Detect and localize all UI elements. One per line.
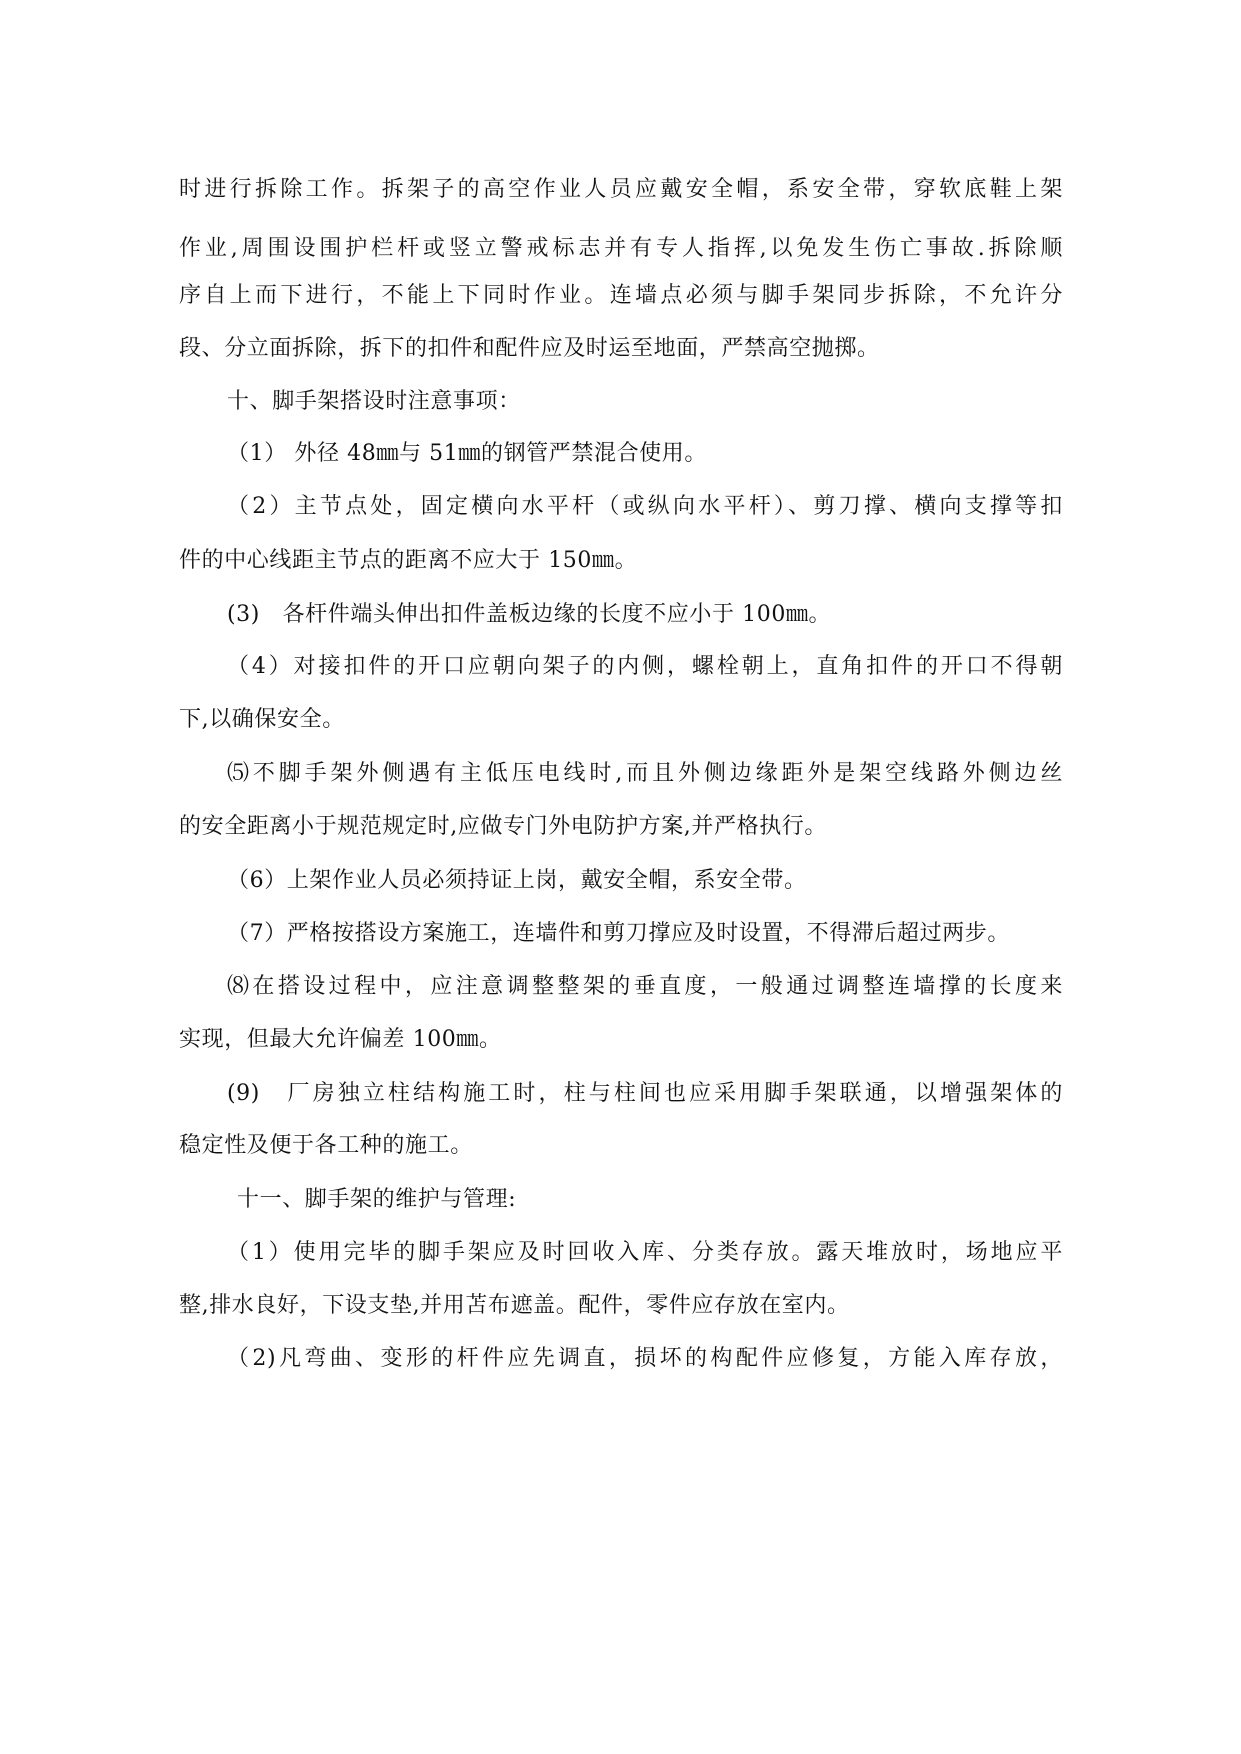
- paragraph-line: 时进行拆除工作。拆架子的高空作业人员应戴安全帽，系安全带，穿软底鞋上架: [179, 177, 1063, 202]
- list-item: ⑸不脚手架外侧遇有主低压电线时,而且外侧边缘距外是架空线路外侧边丝: [227, 761, 1063, 786]
- list-item: (9) 厂房独立柱结构施工时，柱与柱间也应采用脚手架联通，以增强架体的: [227, 1081, 1063, 1106]
- list-item: （7）严格按搭设方案施工，连墙件和剪刀撑应及时设置，不得滞后超过两步。: [227, 921, 1010, 946]
- list-item: （1）使用完毕的脚手架应及时回收入库、分类存放。露天堆放时，场地应平: [227, 1240, 1063, 1265]
- list-item: （6）上架作业人员必须持证上岗，戴安全帽，系安全带。: [227, 868, 807, 893]
- list-item: (3) 各杆件端头伸出扣件盖板边缘的长度不应小于 100㎜。: [227, 602, 832, 627]
- paragraph-line: 的安全距离小于规范规定时,应做专门外电防护方案,并严格执行。: [179, 814, 827, 839]
- list-item: （1） 外径 48㎜与 51㎜的钢管严禁混合使用。: [227, 441, 707, 466]
- paragraph-line: 段、分立面拆除，拆下的扣件和配件应及时运至地面，严禁高空抛掷。: [179, 336, 880, 361]
- list-item: （2）主节点处，固定横向水平杆（或纵向水平杆）、剪刀撑、横向支撑等扣: [227, 494, 1063, 519]
- list-item: ⑻在搭设过程中，应注意调整整架的垂直度，一般通过调整连墙撑的长度来: [227, 974, 1063, 999]
- section-heading: 十一、脚手架的维护与管理:: [237, 1187, 517, 1212]
- paragraph-line: 实现，但最大允许偏差 100㎜。: [179, 1027, 502, 1052]
- list-item: （2)凡弯曲、变形的杆件应先调直，损坏的构配件应修复，方能入库存放，: [227, 1346, 1063, 1371]
- paragraph-line: 稳定性及便于各工种的施工。: [179, 1133, 473, 1158]
- section-heading: 十、脚手架搭设时注意事项：: [227, 389, 521, 414]
- list-item: （4）对接扣件的开口应朝向架子的内侧，螺栓朝上，直角扣件的开口不得朝: [227, 654, 1063, 679]
- paragraph-line: 序自上而下进行，不能上下同时作业。连墙点必须与脚手架同步拆除，不允许分: [179, 283, 1063, 308]
- paragraph-line: 件的中心线距主节点的距离不应大于 150㎜。: [179, 548, 638, 573]
- paragraph-line: 整,排水良好，下设支垫,并用苫布遮盖。配件，零件应存放在室内。: [179, 1293, 850, 1318]
- paragraph-line: 作业,周围设围护栏杆或竖立警戒标志并有专人指挥,以免发生伤亡事故.拆除顺: [179, 236, 1063, 261]
- paragraph-line: 下,以确保安全。: [179, 707, 345, 732]
